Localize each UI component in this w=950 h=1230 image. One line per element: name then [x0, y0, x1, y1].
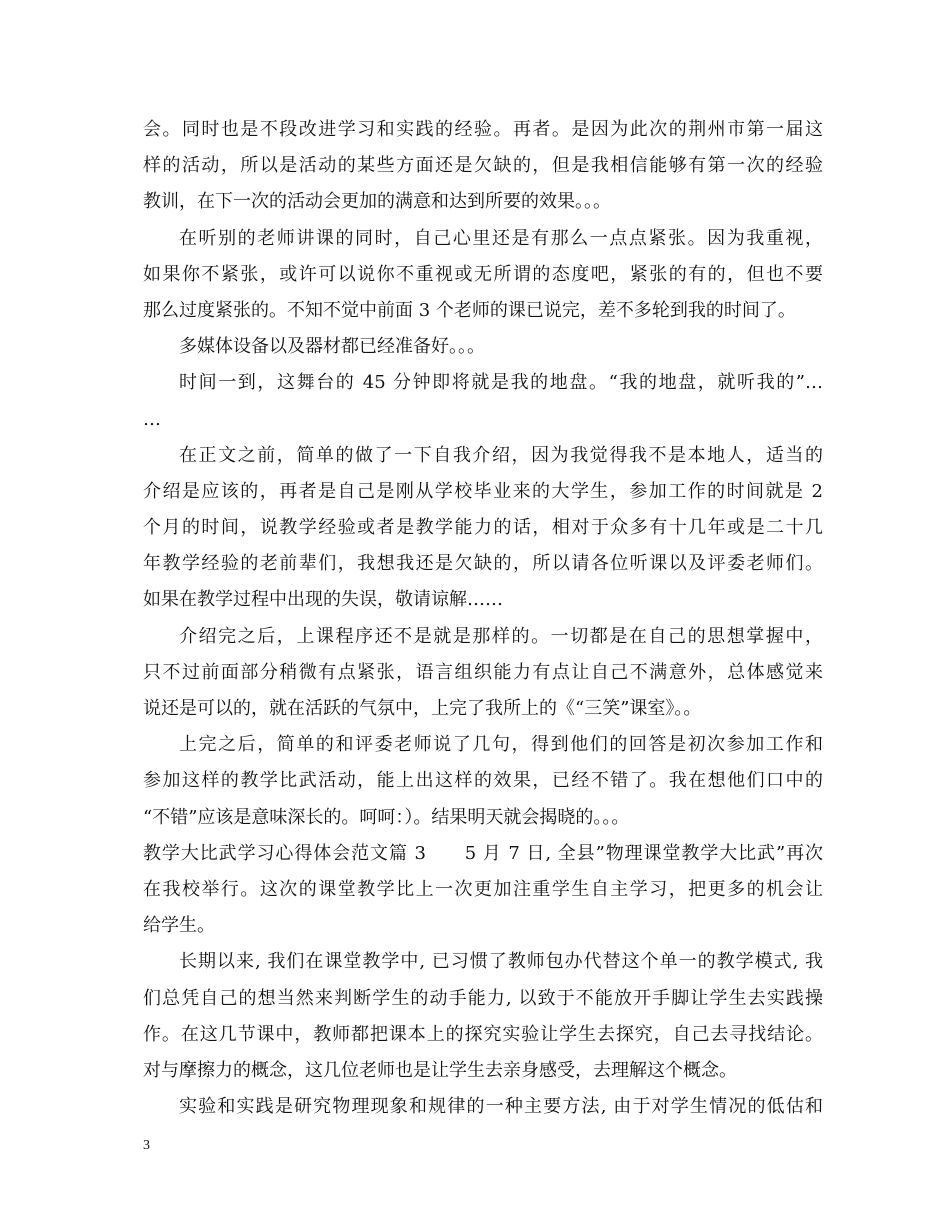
text-line: 多媒体设备以及器材都已经准备好。。。: [179, 336, 485, 358]
text-line: 介绍是应该的，再者是自己是刚从学校毕业来的大学生，参加工作的时间就是 2: [143, 480, 823, 502]
text-line: 上完之后，简单的和评委老师说了几句，得到他们的回答是初次参加工作和: [179, 734, 823, 756]
text-line: 如果在教学过程中出现的失误，敬请谅解……: [143, 589, 503, 611]
text-line: …: [143, 408, 161, 430]
text-line: 作。在这几节课中，教师都把课本上的探究实验让学生去探究，自己去寻找结论。: [143, 1023, 823, 1045]
text-line: 在听别的老师讲课的同时，自己心里还是有那么一点点紧张。因为我重视，: [179, 227, 823, 249]
text-line: 说还是可以的，就在活跃的气氛中，上完了我所上的《“三笑”课室》。。: [143, 698, 702, 719]
text-line: 参加这样的教学比武活动，能上出这样的效果，已经不错了。我在想他们口中的: [143, 770, 823, 792]
text-line: 在正文之前，简单的做了一下自我介绍，因为我觉得我不是本地人，适当的: [179, 444, 823, 466]
text-line: 那么过度紧张的。不知不觉中前面 3 个老师的课已说完，差不多轮到我的时间了。: [143, 299, 796, 321]
text-line: 年教学经验的老前辈们，我想我还是欠缺的，所以请各位听课以及评委老师们。: [143, 553, 823, 575]
text-line: 们总凭自己的想当然来判断学生的动手能力, 以致于不能放开手脚让学生去实践操: [143, 987, 823, 1009]
text-line: 如果你不紧张，或许可以说你不重视或无所谓的态度吧，紧张的有的，但也不要: [143, 263, 823, 285]
text-line: 时间一到，这舞台的 45 分钟即将就是我的地盘。“我的地盘，就听我的”…: [179, 372, 823, 394]
text-line: 样的活动，所以是活动的某些方面还是欠缺的，但是我相信能够有第一次的经验: [143, 155, 823, 177]
text-line: 介绍完之后，上课程序还不是就是那样的。一切都是在自己的思想掌握中，: [179, 625, 823, 647]
text-line: 在我校举行。这次的课堂教学比上一次更加注重学生自主学习，把更多的机会让: [143, 878, 823, 900]
document-body: [143, 112, 823, 1125]
text-line: 个月的时间，说教学经验或者是教学能力的话，相对于众多有十几年或是二十几: [143, 517, 823, 539]
text-line: 会。同时也是不段改进学习和实践的经验。再者。是因为此次的荆州市第一届这: [143, 119, 823, 140]
text-line: 对与摩擦力的概念，这几位老师也是让学生去亲身感受，去理解这个概念。: [143, 1059, 737, 1081]
text-line: 长期以来, 我们在课堂教学中, 已习惯了教师包办代替这个单一的教学模式, 我: [179, 951, 823, 973]
text-line: 实验和实践是研究物理现象和规律的一种主要方法, 由于对学生情况的低估和: [179, 1096, 823, 1118]
text-line: 教学大比武学习心得体会范文篇 3 5 月 7 日, 全县”物理课堂教学大比武”再次: [143, 842, 823, 864]
text-line: 教训，在下一次的活动会更加的满意和达到所要的效果。。。: [143, 191, 611, 213]
text-line: 给学生。: [143, 915, 215, 937]
text-line: 只不过前面部分稍微有点紧张，语言组织能力有点让自己不满意外，总体感觉来: [143, 661, 823, 683]
text-line: “不错”应该是意味深长的。呵呵：）。结果明天就会揭晓的。。。: [143, 806, 630, 828]
page-number: 3: [143, 1138, 150, 1153]
